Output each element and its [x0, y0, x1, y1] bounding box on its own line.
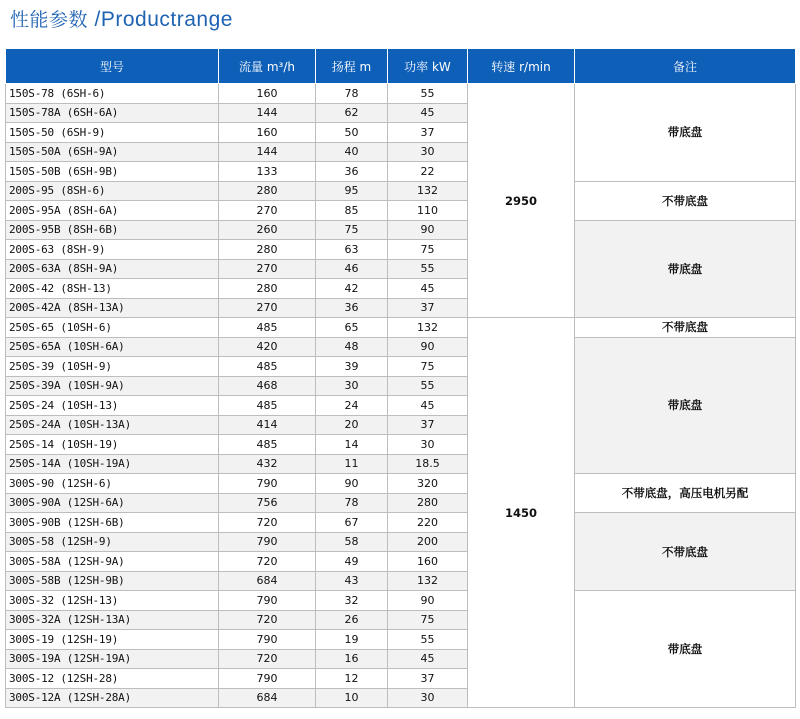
power-cell: 75 — [388, 240, 468, 260]
model-cell: 200S-42A (8SH-13A) — [6, 298, 219, 318]
power-cell: 37 — [388, 298, 468, 318]
power-cell: 220 — [388, 513, 468, 533]
head-cell: 43 — [316, 571, 388, 591]
head-cell: 11 — [316, 454, 388, 474]
table-row — [6, 84, 796, 104]
flow-cell: 720 — [219, 513, 316, 533]
head-cell: 30 — [316, 376, 388, 396]
head-cell: 48 — [316, 337, 388, 357]
model-cell: 300S-90A (12SH-6A) — [6, 493, 219, 513]
table-row — [6, 591, 796, 611]
model-cell: 300S-12A (12SH-28A) — [6, 688, 219, 708]
power-cell: 55 — [388, 376, 468, 396]
note-cell: 不带底盘，高压电机另配 — [575, 474, 796, 513]
head-cell: 95 — [316, 181, 388, 201]
header-speed: 转速 r/min — [468, 49, 575, 84]
head-cell: 78 — [316, 84, 388, 104]
note-cell: 不带底盘 — [575, 318, 796, 338]
flow-cell: 790 — [219, 630, 316, 650]
model-cell: 250S-24A (10SH-13A) — [6, 415, 219, 435]
table-row — [6, 513, 796, 533]
note-cell: 带底盘 — [575, 591, 796, 708]
head-cell: 49 — [316, 552, 388, 572]
flow-cell: 485 — [219, 396, 316, 416]
model-cell: 200S-63 (8SH-9) — [6, 240, 219, 260]
power-cell: 200 — [388, 532, 468, 552]
model-cell: 300S-32 (12SH-13) — [6, 591, 219, 611]
flow-cell: 790 — [219, 532, 316, 552]
power-cell: 55 — [388, 84, 468, 104]
table-row — [6, 220, 796, 240]
model-cell: 150S-50B (6SH-9B) — [6, 162, 219, 182]
model-cell: 250S-39A (10SH-9A) — [6, 376, 219, 396]
model-cell: 200S-95A (8SH-6A) — [6, 201, 219, 221]
flow-cell: 720 — [219, 552, 316, 572]
flow-cell: 684 — [219, 688, 316, 708]
title-cn: 性能参数 — [10, 9, 95, 31]
flow-cell: 720 — [219, 610, 316, 630]
power-cell: 160 — [388, 552, 468, 572]
header-model: 型号 — [6, 49, 219, 84]
flow-cell: 790 — [219, 591, 316, 611]
header-note: 备注 — [575, 49, 796, 84]
head-cell: 36 — [316, 298, 388, 318]
head-cell: 58 — [316, 532, 388, 552]
power-cell: 132 — [388, 181, 468, 201]
flow-cell: 280 — [219, 240, 316, 260]
head-cell: 19 — [316, 630, 388, 650]
head-cell: 65 — [316, 318, 388, 338]
flow-cell: 485 — [219, 318, 316, 338]
page-title — [10, 5, 233, 32]
header-power: 功率 kW — [388, 49, 468, 84]
head-cell: 78 — [316, 493, 388, 513]
power-cell: 45 — [388, 103, 468, 123]
power-cell: 90 — [388, 220, 468, 240]
head-cell: 75 — [316, 220, 388, 240]
head-cell: 36 — [316, 162, 388, 182]
power-cell: 132 — [388, 318, 468, 338]
flow-cell: 144 — [219, 103, 316, 123]
model-cell: 250S-14A (10SH-19A) — [6, 454, 219, 474]
table-row — [6, 337, 796, 357]
head-cell: 67 — [316, 513, 388, 533]
model-cell: 300S-58A (12SH-9A) — [6, 552, 219, 572]
power-cell: 37 — [388, 415, 468, 435]
flow-cell: 133 — [219, 162, 316, 182]
power-cell: 75 — [388, 610, 468, 630]
flow-cell: 280 — [219, 279, 316, 299]
head-cell: 39 — [316, 357, 388, 377]
model-cell: 200S-42 (8SH-13) — [6, 279, 219, 299]
note-cell: 不带底盘 — [575, 181, 796, 220]
power-cell: 30 — [388, 142, 468, 162]
model-cell: 300S-32A (12SH-13A) — [6, 610, 219, 630]
head-cell: 20 — [316, 415, 388, 435]
power-cell: 320 — [388, 474, 468, 494]
flow-cell: 280 — [219, 181, 316, 201]
flow-cell: 414 — [219, 415, 316, 435]
power-cell: 30 — [388, 688, 468, 708]
head-cell: 50 — [316, 123, 388, 143]
power-cell: 37 — [388, 123, 468, 143]
table-header-row — [6, 49, 796, 84]
head-cell: 46 — [316, 259, 388, 279]
speed-cell: 2950 — [468, 84, 575, 318]
header-flow: 流量 m³/h — [219, 49, 316, 84]
note-cell: 带底盘 — [575, 84, 796, 182]
table-row — [6, 181, 796, 201]
model-cell: 200S-63A (8SH-9A) — [6, 259, 219, 279]
power-cell: 37 — [388, 669, 468, 689]
head-cell: 42 — [316, 279, 388, 299]
power-cell: 45 — [388, 279, 468, 299]
model-cell: 200S-95 (8SH-6) — [6, 181, 219, 201]
power-cell: 18.5 — [388, 454, 468, 474]
model-cell: 300S-90B (12SH-6B) — [6, 513, 219, 533]
title-en: /Productrange — [94, 8, 233, 31]
flow-cell: 270 — [219, 298, 316, 318]
model-cell: 250S-24 (10SH-13) — [6, 396, 219, 416]
model-cell: 150S-50 (6SH-9) — [6, 123, 219, 143]
table-body — [6, 84, 796, 708]
head-cell: 14 — [316, 435, 388, 455]
model-cell: 300S-90 (12SH-6) — [6, 474, 219, 494]
power-cell: 55 — [388, 630, 468, 650]
note-cell: 带底盘 — [575, 337, 796, 474]
flow-cell: 485 — [219, 435, 316, 455]
flow-cell: 144 — [219, 142, 316, 162]
power-cell: 75 — [388, 357, 468, 377]
flow-cell: 420 — [219, 337, 316, 357]
header-head: 扬程 m — [316, 49, 388, 84]
model-cell: 150S-50A (6SH-9A) — [6, 142, 219, 162]
flow-cell: 684 — [219, 571, 316, 591]
power-cell: 30 — [388, 435, 468, 455]
model-cell: 300S-19 (12SH-19) — [6, 630, 219, 650]
model-cell: 300S-58 (12SH-9) — [6, 532, 219, 552]
model-cell: 250S-65A (10SH-6A) — [6, 337, 219, 357]
head-cell: 32 — [316, 591, 388, 611]
model-cell: 250S-65 (10SH-6) — [6, 318, 219, 338]
product-range-table — [5, 48, 796, 708]
note-cell: 带底盘 — [575, 220, 796, 318]
model-cell: 150S-78 (6SH-6) — [6, 84, 219, 104]
head-cell: 26 — [316, 610, 388, 630]
table-row — [6, 318, 796, 338]
flow-cell: 790 — [219, 474, 316, 494]
power-cell: 45 — [388, 649, 468, 669]
power-cell: 90 — [388, 591, 468, 611]
flow-cell: 468 — [219, 376, 316, 396]
flow-cell: 270 — [219, 259, 316, 279]
flow-cell: 160 — [219, 84, 316, 104]
head-cell: 40 — [316, 142, 388, 162]
head-cell: 10 — [316, 688, 388, 708]
head-cell: 62 — [316, 103, 388, 123]
model-cell: 200S-95B (8SH-6B) — [6, 220, 219, 240]
model-cell: 300S-12 (12SH-28) — [6, 669, 219, 689]
flow-cell: 260 — [219, 220, 316, 240]
power-cell: 132 — [388, 571, 468, 591]
model-cell: 150S-78A (6SH-6A) — [6, 103, 219, 123]
note-cell: 不带底盘 — [575, 513, 796, 591]
power-cell: 110 — [388, 201, 468, 221]
flow-cell: 485 — [219, 357, 316, 377]
model-cell: 250S-14 (10SH-19) — [6, 435, 219, 455]
flow-cell: 756 — [219, 493, 316, 513]
head-cell: 24 — [316, 396, 388, 416]
model-cell: 300S-58B (12SH-9B) — [6, 571, 219, 591]
head-cell: 63 — [316, 240, 388, 260]
flow-cell: 270 — [219, 201, 316, 221]
head-cell: 12 — [316, 669, 388, 689]
table-row — [6, 474, 796, 494]
speed-cell: 1450 — [468, 318, 575, 708]
power-cell: 22 — [388, 162, 468, 182]
power-cell: 90 — [388, 337, 468, 357]
head-cell: 90 — [316, 474, 388, 494]
head-cell: 85 — [316, 201, 388, 221]
flow-cell: 720 — [219, 649, 316, 669]
model-cell: 300S-19A (12SH-19A) — [6, 649, 219, 669]
power-cell: 45 — [388, 396, 468, 416]
power-cell: 280 — [388, 493, 468, 513]
flow-cell: 432 — [219, 454, 316, 474]
model-cell: 250S-39 (10SH-9) — [6, 357, 219, 377]
flow-cell: 160 — [219, 123, 316, 143]
flow-cell: 790 — [219, 669, 316, 689]
power-cell: 55 — [388, 259, 468, 279]
head-cell: 16 — [316, 649, 388, 669]
